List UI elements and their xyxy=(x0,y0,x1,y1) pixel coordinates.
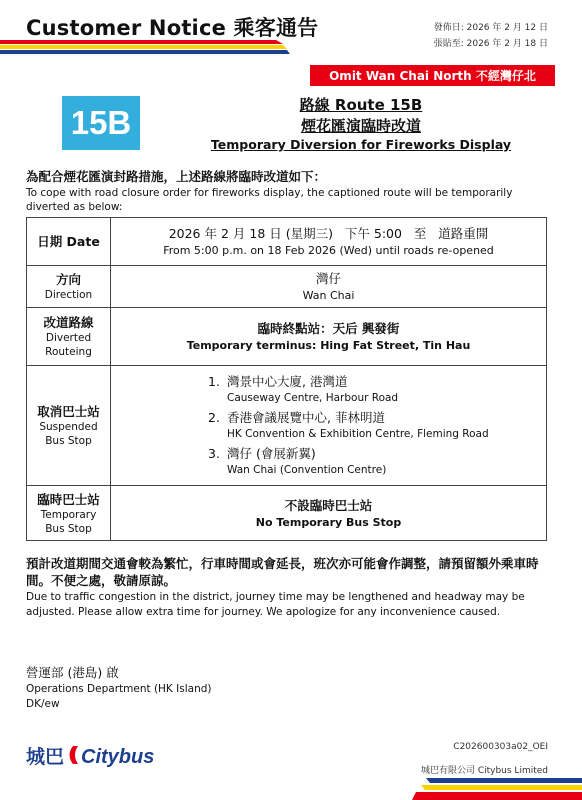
intro-zh: 為配合煙花匯演封路措施，上述路線將臨時改道如下： xyxy=(26,169,327,184)
logo-en: Citybus xyxy=(81,746,155,768)
signature-ref: DK/ew xyxy=(26,698,60,710)
date-row xyxy=(27,218,547,266)
list-item: 2. 香港會議展覽中心, 菲林明道 HK Convention & Exhibition Centre, Fleming Road xyxy=(208,410,489,440)
route-title-block xyxy=(180,95,542,153)
direction-label: 方向 Direction xyxy=(27,266,111,308)
diverted-row xyxy=(27,308,547,366)
remark xyxy=(26,555,556,620)
route-subtitle-zh: 煙花匯演臨時改道 xyxy=(300,117,421,135)
route-badge: 15B xyxy=(62,96,140,150)
remark-zh: 預計改道期間交通會較為繁忙，行車時間或會延長，班次亦可能會作調整，請預留額外乘車時間。不便之處，敬請原諒。 xyxy=(26,556,539,588)
temporary-value: 不設臨時巴士站 No Temporary Bus Stop xyxy=(111,486,547,541)
footer-stripes xyxy=(412,778,582,800)
issue-date: 發佈日: 2026 年 2 月 12 日 xyxy=(433,23,548,33)
notice-dates xyxy=(434,20,548,52)
date-value xyxy=(111,218,547,266)
date-label: 日期 Date xyxy=(27,218,111,266)
signature-en: Operations Department (HK Island) xyxy=(26,683,212,695)
logo-swoosh-icon xyxy=(70,746,79,764)
direction-value: 灣仔 Wan Chai xyxy=(111,266,547,308)
intro-en: To cope with road closure order for fireworks display, the captioned route will be temporarily diverted as below: xyxy=(26,187,513,213)
logo-zh: 城巴 xyxy=(26,746,65,768)
signature xyxy=(26,664,212,712)
diversion-table xyxy=(26,217,547,541)
route-title: 路線 Route 15B xyxy=(299,96,423,114)
temporary-label: 臨時巴士站 Temporary Bus Stop xyxy=(27,486,111,541)
suspended-row xyxy=(27,366,547,486)
diverted-value: 臨時終點站：天后 興發街 Temporary terminus: Hing Fat Street, Tin Hau xyxy=(111,308,547,366)
document-code: C202600303a02_OEI xyxy=(453,742,548,752)
direction-row xyxy=(27,266,547,308)
suspended-stops xyxy=(111,366,547,486)
post-date: 張貼至: 2026 年 2 月 18 日 xyxy=(433,39,548,49)
route-subtitle-en: Temporary Diversion for Fireworks Display xyxy=(210,137,512,152)
intro xyxy=(26,168,556,214)
suspended-label: 取消巴士站 Suspended Bus Stop xyxy=(27,366,111,486)
remark-en: Due to traffic congestion in the district, journey time may be lengthened and headway may be adjusted. Please allow extra time for journey. We apologize for any inconvenience caused. xyxy=(26,591,525,618)
date-value-en: From 5:00 p.m. on 18 Feb 2026 (Wed) until roads re-opened xyxy=(163,244,494,257)
list-item: 3. 灣仔 (會展新翼) Wan Chai (Convention Centre) xyxy=(208,446,387,476)
temporary-row xyxy=(27,486,547,541)
diverted-label: 改道路線 Diverted Routeing xyxy=(27,308,111,366)
header-stripes xyxy=(0,40,290,54)
omit-banner: Omit Wan Chai North 不經灣仔北 xyxy=(310,65,555,86)
notice-title: Customer Notice 乘客通告 xyxy=(26,16,319,40)
list-item: 1. 灣景中心大廈, 港灣道 Causeway Centre, Harbour Road xyxy=(208,374,399,404)
signature-zh: 營運部 (港島) 啟 xyxy=(26,665,119,680)
date-value-zh: 2026 年 2 月 18 日 (星期三) 下午 5:00 至 道路重開 xyxy=(168,226,489,241)
citybus-logo xyxy=(26,740,166,770)
company-name: 城巴有限公司 Citybus Limited xyxy=(420,766,548,776)
